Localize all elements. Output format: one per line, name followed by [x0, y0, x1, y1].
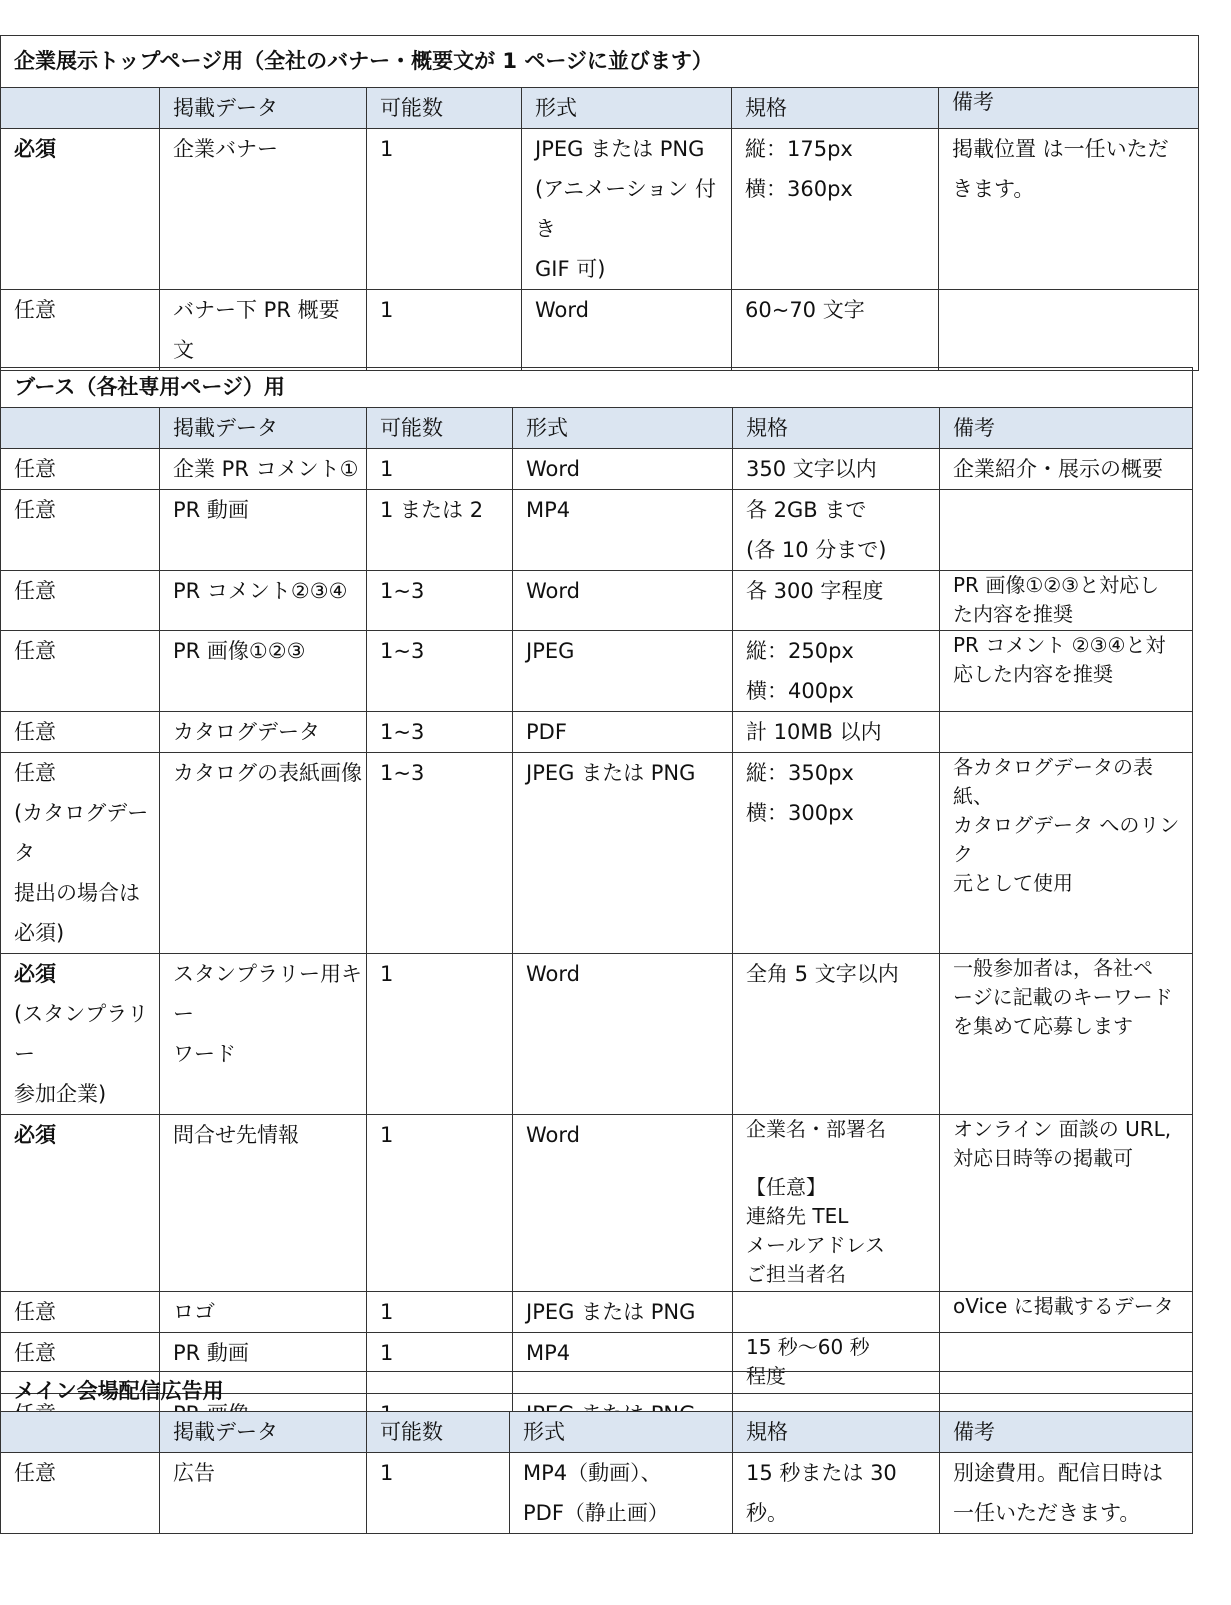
data-cell: カタログの表紙画像	[160, 753, 367, 954]
note-cell: 各カタログデータの表紙、 カタログデータ へのリンク 元として使用	[940, 753, 1193, 954]
note-cell: 別途費用。配信日時は 一任いただきます。	[940, 1453, 1193, 1534]
header-cell: 規格	[733, 408, 940, 449]
header-cell: 可能数	[367, 408, 513, 449]
count-cell: 1~3	[367, 753, 513, 954]
requirement-cell: 任意	[1, 490, 160, 571]
note-cell: オンライン 面談の URL, 対応日時等の掲載可	[940, 1115, 1193, 1292]
requirement-cell: 必須	[1, 129, 160, 290]
count-cell: 1~3	[367, 631, 513, 712]
count-cell: 1	[367, 1292, 513, 1333]
header-cell: 規格	[732, 88, 939, 129]
top-page-table	[0, 35, 1199, 371]
header-cell: 可能数	[367, 88, 522, 129]
main-venue-ad-table	[0, 1371, 1193, 1534]
data-cell: ロゴ	[160, 1292, 367, 1333]
format-cell: JPEG	[513, 631, 733, 712]
format-cell: MP4	[513, 1333, 733, 1394]
note-cell: 掲載位置 は一任いただ きます。	[939, 129, 1199, 290]
requirement-cell: 任意	[1, 290, 160, 371]
count-cell: 1	[367, 1333, 513, 1394]
spec-cell: 縦：175px 横：360px	[732, 129, 939, 290]
header-cell: 掲載データ	[160, 408, 367, 449]
header-cell: 備考	[940, 408, 1193, 449]
note-cell	[940, 490, 1193, 571]
data-cell: スタンプラリー用キー ワード	[160, 954, 367, 1115]
booth-table	[0, 367, 1193, 1435]
data-cell: 問合せ先情報	[160, 1115, 367, 1292]
spec-cell: 15 秒～60 秒 程度	[733, 1333, 940, 1394]
data-cell: 広告	[160, 1453, 367, 1534]
header-cell	[1, 1412, 160, 1453]
note-cell: 企業紹介・展示の概要	[940, 449, 1193, 490]
spec-cell: 計 10MB 以内	[733, 712, 940, 753]
note-cell: PR コメント ②③④と対 応した内容を推奨	[940, 631, 1193, 712]
requirement-cell: 任意	[1, 1292, 160, 1333]
data-cell: 企業 PR コメント①	[160, 449, 367, 490]
count-cell: 1~3	[367, 571, 513, 631]
data-cell: PR 動画	[160, 1333, 367, 1394]
requirement-cell: 必須 (スタンプラリー 参加企業)	[1, 954, 160, 1115]
header-cell: 備考	[940, 1412, 1193, 1453]
format-cell: JPEG または PNG (アニメーション 付き GIF 可)	[522, 129, 732, 290]
count-cell: 1	[367, 290, 522, 371]
header-cell: 掲載データ	[160, 1412, 367, 1453]
data-cell: PR 画像①②③	[160, 631, 367, 712]
count-cell: 1	[367, 1453, 510, 1534]
note-cell: PR 画像①②③と対応し た内容を推奨	[940, 571, 1193, 631]
spec-cell: 各 2GB まで (各 10 分まで)	[733, 490, 940, 571]
requirement-cell: 任意	[1, 1333, 160, 1394]
spec-cell: 15 秒または 30 秒。	[733, 1453, 940, 1534]
note-cell	[939, 290, 1199, 371]
spec-cell: 縦：250px 横：400px	[733, 631, 940, 712]
format-cell: PDF	[513, 712, 733, 753]
header-cell: 備考	[939, 88, 1199, 129]
format-cell: MP4（動画）、 PDF（静止画）	[510, 1453, 733, 1534]
count-cell: 1	[367, 129, 522, 290]
spec-cell: 各 300 字程度	[733, 571, 940, 631]
format-cell: Word	[513, 571, 733, 631]
format-cell: Word	[513, 449, 733, 490]
requirement-cell: 任意 (カタログデータ 提出の場合は 必須)	[1, 753, 160, 954]
data-cell: PR 動画	[160, 490, 367, 571]
note-cell	[940, 712, 1193, 753]
header-cell: 可能数	[367, 1412, 510, 1453]
format-cell: MP4	[513, 490, 733, 571]
count-cell: 1 または 2	[367, 490, 513, 571]
header-cell: 掲載データ	[160, 88, 367, 129]
header-cell	[1, 408, 160, 449]
section-title: ブース（各社専用ページ）用	[1, 368, 1193, 408]
header-cell: 形式	[522, 88, 732, 129]
count-cell: 1~3	[367, 712, 513, 753]
note-cell: 一般参加者は，各社ペ ージに記載のキーワード を集めて応募します	[940, 954, 1193, 1115]
requirement-cell: 任意	[1, 449, 160, 490]
spec-cell: 350 文字以内	[733, 449, 940, 490]
requirement-cell: 任意	[1, 712, 160, 753]
note-cell: oVice に掲載するデータ	[940, 1292, 1193, 1333]
spec-cell: 企業名・部署名 【任意】 連絡先 TEL メールアドレス ご担当者名	[733, 1115, 940, 1292]
requirement-cell: 任意	[1, 1453, 160, 1534]
format-cell: JPEG または PNG	[513, 753, 733, 954]
requirement-cell: 任意	[1, 571, 160, 631]
spec-cell	[733, 1292, 940, 1333]
data-cell: 企業バナー	[160, 129, 367, 290]
section-title: メイン会場配信広告用	[1, 1372, 1193, 1412]
spec-cell: 60~70 文字	[732, 290, 939, 371]
count-cell: 1	[367, 449, 513, 490]
data-cell: バナー下 PR 概要 文	[160, 290, 367, 371]
section-title: 企業展示トップページ用（全社のバナー・概要文が 1 ページに並びます）	[1, 36, 1199, 88]
requirement-cell: 必須	[1, 1115, 160, 1292]
count-cell: 1	[367, 954, 513, 1115]
spec-cell: 縦：350px 横：300px	[733, 753, 940, 954]
count-cell: 1	[367, 1115, 513, 1292]
header-cell	[1, 88, 160, 129]
format-cell: Word	[513, 1115, 733, 1292]
header-cell: 形式	[510, 1412, 733, 1453]
header-cell: 形式	[513, 408, 733, 449]
spec-cell: 全角 5 文字以内	[733, 954, 940, 1115]
data-cell: カタログデータ	[160, 712, 367, 753]
data-cell: PR コメント②③④	[160, 571, 367, 631]
requirement-cell: 任意	[1, 631, 160, 712]
header-cell: 規格	[733, 1412, 940, 1453]
format-cell: JPEG または PNG	[513, 1292, 733, 1333]
format-cell: Word	[522, 290, 732, 371]
format-cell: Word	[513, 954, 733, 1115]
